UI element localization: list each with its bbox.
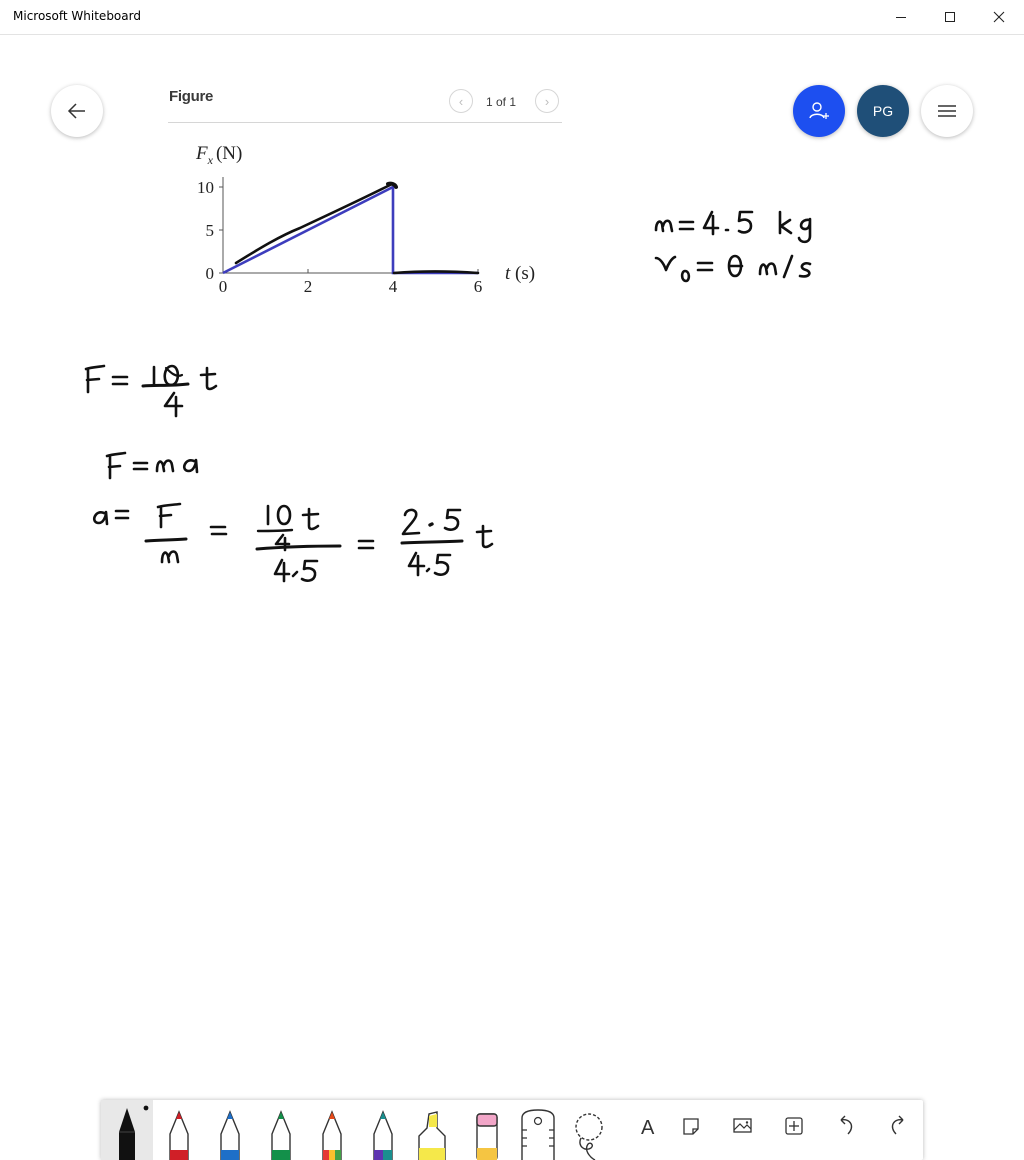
- ruler-tool[interactable]: [522, 1110, 554, 1160]
- chevron-left-icon: ‹: [458, 93, 464, 109]
- chevron-right-icon: ›: [544, 93, 550, 109]
- redo-icon[interactable]: [892, 1116, 903, 1134]
- pen-red-tool[interactable]: [170, 1112, 188, 1160]
- y-tick-label: 10: [197, 178, 214, 197]
- highlighter-tool[interactable]: [419, 1112, 445, 1160]
- toolbar-graphics: [101, 1100, 923, 1160]
- figure-title: Figure: [169, 88, 214, 105]
- pen-green-tool[interactable]: [272, 1112, 290, 1160]
- selected-indicator: [144, 1106, 149, 1111]
- x-axis-label: t (s): [505, 263, 536, 284]
- ink-eq-newton: [107, 453, 197, 478]
- lasso-tool[interactable]: [576, 1114, 602, 1160]
- pen-blue-tool[interactable]: [221, 1112, 239, 1160]
- ink-given-mass: [656, 212, 810, 242]
- ink-given-velocity: [656, 256, 810, 281]
- avatar-initials: PG: [872, 103, 894, 119]
- pen-rainbow-tool[interactable]: [323, 1112, 341, 1160]
- y-tick-label: 0: [205, 264, 214, 283]
- image-icon[interactable]: [734, 1119, 751, 1132]
- pen-galaxy-tool[interactable]: [374, 1112, 392, 1160]
- eraser-tool[interactable]: [477, 1114, 497, 1160]
- ink-eq-accel: [94, 504, 492, 581]
- x-tick-label: 2: [303, 277, 313, 296]
- ink-chart-trace: [236, 184, 478, 273]
- pager-text: 1 of 1: [486, 95, 517, 109]
- y-tick-label: 5: [205, 221, 214, 240]
- pen-black-tool[interactable]: [119, 1108, 135, 1160]
- x-tick-label: 6: [473, 277, 483, 296]
- ink-eq-force: [86, 366, 216, 416]
- app-title: Microsoft Whiteboard: [13, 9, 141, 23]
- add-icon[interactable]: [786, 1118, 802, 1134]
- undo-icon[interactable]: [841, 1116, 852, 1134]
- y-axis-label: $F_x$ (N): [196, 143, 243, 167]
- x-tick-label: 0: [218, 277, 228, 296]
- x-tick-label: 4: [388, 277, 398, 296]
- text-tool-label[interactable]: A: [641, 1117, 655, 1139]
- inking-toolbar: [101, 1100, 923, 1160]
- note-icon[interactable]: [684, 1119, 698, 1134]
